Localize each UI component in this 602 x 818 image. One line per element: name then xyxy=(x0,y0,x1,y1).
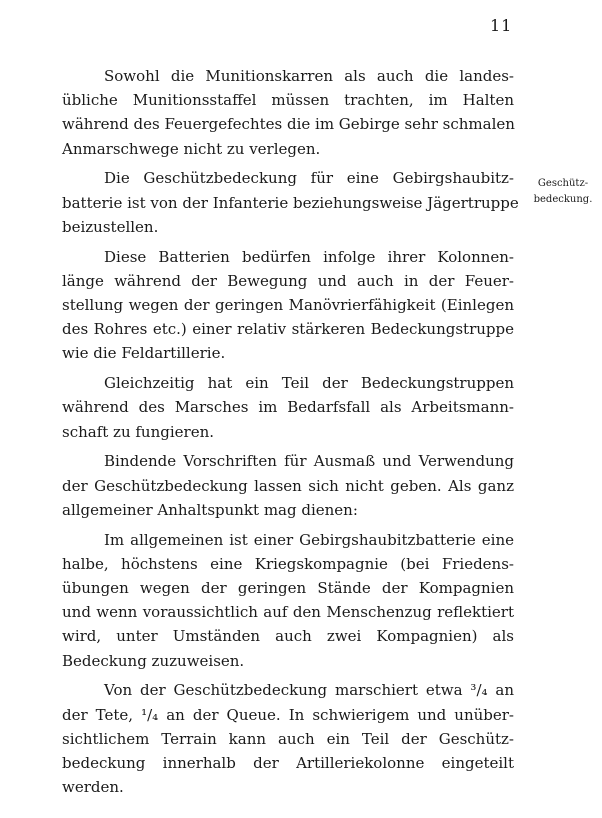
margin-note-line: Geschütz- xyxy=(537,178,589,189)
text-line: Anmarschwege nicht zu verlegen. xyxy=(62,139,321,158)
paragraph xyxy=(62,449,514,522)
paragraph xyxy=(62,64,514,161)
text-line: sichtlichem Terrain kann auch ein Teil der Geschütz- xyxy=(62,729,514,748)
text-line: Die Geschützbedeckung für eine Gebirgshaubitz- xyxy=(104,169,514,188)
paragraph xyxy=(62,528,514,673)
paragraph xyxy=(62,245,514,366)
text-line: Von der Geschützbedeckung marschiert etwa ³/₄ an xyxy=(104,681,514,700)
text-line: allgemeiner Anhaltspunkt mag dienen: xyxy=(62,500,358,519)
margin-note-line: bedeckung. xyxy=(533,194,593,205)
text-line: des Rohres etc.) einer relativ stärkeren Bedeckungstruppe xyxy=(62,320,514,339)
text-line: länge während der Bewegung und auch in der Feuer- xyxy=(62,271,514,290)
text-line: während des Marsches im Bedarfsfall als Arbeitsmann- xyxy=(62,398,514,417)
body-text xyxy=(62,64,519,805)
text-line: schaft zu fungieren. xyxy=(62,422,215,441)
text-line: halbe, höchstens eine Kriegskompagnie (bei Friedens- xyxy=(62,554,514,573)
text-line: Gleichzeitig hat ein Teil der Bedeckungstruppen xyxy=(104,374,514,393)
margin-note xyxy=(528,176,598,208)
text-line: der Tete, ¹/₄ an der Queue. In schwierigem und unüber- xyxy=(62,705,514,724)
text-line: Diese Batterien bedürfen infolge ihrer Kolonnen- xyxy=(104,247,514,266)
text-line: der Geschützbedeckung lassen sich nicht geben. Als ganz xyxy=(62,476,514,495)
text-line: übungen wegen der geringen Stände der Kompagnien xyxy=(62,579,514,598)
text-line: Bindende Vorschriften für Ausmaß und Verwendung xyxy=(104,452,514,471)
paragraph xyxy=(62,678,514,799)
text-line: beizustellen. xyxy=(62,217,159,236)
text-line: und wenn voraussichtlich auf den Menschenzug reflektiert xyxy=(62,603,514,622)
text-line: Bedeckung zuzuweisen. xyxy=(62,651,245,670)
text-line: bedeckung innerhalb der Artilleriekolonne eingeteilt xyxy=(62,754,514,773)
text-line: wie die Feldartillerie. xyxy=(62,344,226,363)
text-line: Sowohl die Munitionskarren als auch die landes- xyxy=(104,67,514,85)
text-line: während des Feuergefechtes die im Gebirge sehr schmalen xyxy=(62,115,515,134)
text-line: werden. xyxy=(62,778,124,797)
text-line: wird, unter Umständen auch zwei Kompagnien) als xyxy=(62,627,514,646)
text-line: übliche Munitionsstaffel müssen trachten, im Halten xyxy=(62,91,514,110)
text-line: batterie ist von der Infanterie beziehungsweise Jägertruppe xyxy=(62,193,519,212)
text-line: Im allgemeinen ist einer Gebirgshaubitzbatterie eine xyxy=(104,530,514,549)
page-number: 11 xyxy=(490,16,513,35)
text-line: stellung wegen der geringen Manövrierfähigkeit (Einlegen xyxy=(62,296,514,315)
paragraph xyxy=(62,166,519,239)
paragraph xyxy=(62,371,514,444)
